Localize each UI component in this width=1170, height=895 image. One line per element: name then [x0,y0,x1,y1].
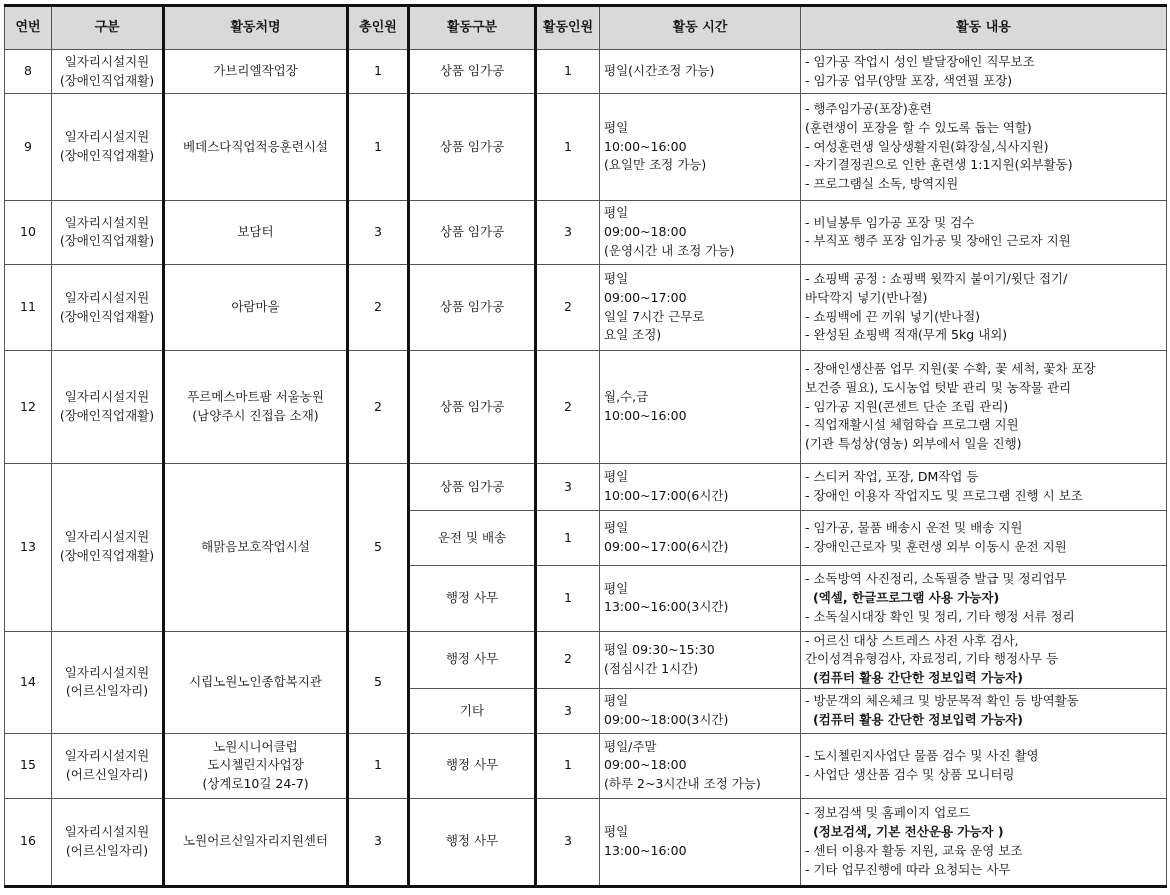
content-line: - 기타 업무진행에 따라 요청되는 사무 [805,861,1011,877]
activity-type: 운전 및 배송 [409,511,536,566]
row-number: 12 [5,351,52,464]
activity-time-line: 평일 [604,271,629,287]
content-line: - 사업단 생산품 검수 및 상품 모니터링 [805,766,1015,782]
content-line: - 소독실시대장 확인 및 정리, 기타 행정 서류 정리 [805,608,1075,624]
content-line: - 자기결정권으로 인한 훈련생 1:1지원(외부활동) [805,157,1073,173]
activity-count: 3 [536,463,600,510]
place-cell-line: 시립노원노인종합복지관 [189,674,322,689]
activity-time-line: 09:00~17:00 [604,289,687,305]
activity-content [801,566,1167,631]
place-cell [164,200,348,264]
total-count: 5 [348,463,409,631]
total-count: 2 [348,351,409,464]
header-total: 총인원 [348,6,409,50]
table-row [5,734,1167,798]
activity-time-line: (하루 2~3시간내 조정 가능) [604,776,761,792]
activity-time [600,463,801,510]
category-cell [52,50,164,94]
place-cell [164,631,348,734]
activity-type: 기타 [409,689,536,734]
activity-time [600,734,801,798]
row-number: 11 [5,264,52,350]
category-cell [52,463,164,631]
activity-type: 행정 사무 [409,734,536,798]
header-row [5,6,1167,50]
content-line: 간이성격유형검사, 자료정리, 기타 행정사무 등 [805,651,1059,667]
total-count: 1 [348,50,409,94]
activity-time-line: 09:00~18:00 [604,223,687,239]
activity-time-line: 평일 [604,520,629,536]
activity-time-line: 평일 [604,205,629,221]
activity-time-line: 09:00~18:00 [604,757,687,773]
activity-time-line: 평일 [604,824,629,839]
place-cell-line: 베데스다직업적응훈련시설 [183,138,328,154]
activity-content [801,631,1167,689]
activity-count: 1 [536,50,600,94]
activity-time-line: (요일만 조정 가능) [604,157,707,173]
total-count: 1 [348,94,409,200]
activity-type: 상품 임가공 [409,351,536,464]
activity-type: 행정 사무 [409,566,536,631]
activity-time-line: (점심시간 1시간) [604,660,699,676]
activity-content [801,798,1167,887]
activity-type: 행정 사무 [409,631,536,689]
activity-type: 상품 임가공 [409,264,536,350]
content-line: - 프로그램실 소독, 방역지원 [805,176,959,192]
category-cell-line: (장애인직업재활) [59,408,155,424]
activity-type: 상품 임가공 [409,94,536,200]
total-count: 2 [348,264,409,350]
activity-time-line: 월,수,금 [604,389,649,405]
activity-type: 상품 임가공 [409,200,536,264]
content-line: - 비닐봉투 임가공 포장 및 검수 [805,214,975,230]
activity-time-line: 10:00~16:00 [604,138,687,154]
header-category: 구분 [52,6,164,50]
category-cell [52,351,164,464]
activity-time-line: 요일 조정) [604,327,662,343]
content-line: - 임가공 업무(양말 포장, 색연필 포장) [805,72,1013,88]
category-cell-line: 일자리시설지원 [64,389,150,405]
category-cell-line: (장애인직업재활) [59,233,155,249]
place-cell-line: 푸르메스마트팜 서울농원 [187,389,324,405]
content-line: - 장애인 이용자 작업지도 및 프로그램 진행 시 보조 [805,487,1083,503]
category-cell-line: 일자리시설지원 [64,53,150,69]
content-note-bold: (컴퓨터 활용 간단한 정보입력 가능자) [813,712,1023,728]
category-cell-line: 일자리시설지원 [64,214,150,230]
row-number: 9 [5,94,52,200]
activity-time [600,351,801,464]
activity-count: 1 [536,94,600,200]
activity-content [801,200,1167,264]
activity-time-line: 평일 [604,580,629,596]
category-cell-line: 일자리시설지원 [64,129,150,145]
activity-time [600,50,801,94]
content-line: - 여성훈련생 일상생활지원(화장실,식사지원) [805,138,1049,154]
content-line: - 쇼핑백에 끈 끼워 넣기(반나절) [805,308,981,324]
place-cell [164,94,348,200]
activity-time [600,566,801,631]
activity-content [801,463,1167,510]
content-line: - 부직포 행주 포장 임가공 및 장애인 근로자 지원 [805,233,1071,249]
content-line: (기관 특성상(영농) 외부에서 일을 진행) [805,436,1022,452]
activity-content [801,50,1167,94]
place-cell-line: 노원어르신일자리지원센터 [183,833,328,849]
activity-time-line: 평일/주말 [604,738,657,754]
category-cell-line: 일자리시설지원 [64,824,150,839]
content-line: 보건증 필요), 도시농업 텃밭 관리 및 농작물 관리 [805,379,1072,395]
content-line: - 어르신 대상 스트레스 사전 사후 검사, [805,632,1019,648]
activity-content [801,511,1167,566]
content-note-bold: (정보검색, 기본 전산운용 가능자 ) [813,824,1004,839]
place-cell [164,351,348,464]
table-row [5,798,1167,887]
activity-time [600,94,801,200]
category-cell-line: (어르신일자리) [65,766,149,782]
row-number: 16 [5,798,52,887]
place-cell [164,463,348,631]
category-cell-line: 일자리시설지원 [64,529,150,545]
place-cell [164,734,348,798]
content-line: - 소독방역 사진정리, 소독필증 발급 및 정리업무 [805,571,1067,587]
activity-count: 2 [536,631,600,689]
content-line: - 정보검색 및 홈페이지 업로드 [805,805,971,821]
content-line: - 직업재활시설 체험학습 프로그램 지원 [805,417,1019,433]
content-line: - 방문객의 체온체크 및 방문목적 확인 등 방역활동 [805,693,1079,709]
activity-time [600,264,801,350]
row-number: 10 [5,200,52,264]
activity-time-line: 평일 09:30~15:30 [604,642,715,658]
place-cell [164,798,348,887]
activity-type: 상품 임가공 [409,50,536,94]
content-line: - 임가공, 물품 배송시 운전 및 배송 지원 [805,520,1023,536]
activity-time [600,200,801,264]
category-cell-line: 일자리시설지원 [64,664,150,680]
category-cell [52,200,164,264]
header-place: 활동처명 [164,6,348,50]
category-cell-line: 일자리시설지원 [64,289,150,305]
activity-time-line: 09:00~17:00(6시간) [604,539,729,555]
activity-time-line: 13:00~16:00 [604,842,687,858]
row-number: 13 [5,463,52,631]
header-content: 활동 내용 [801,6,1167,50]
header-no: 연번 [5,6,52,50]
activity-content [801,94,1167,200]
total-count: 3 [348,200,409,264]
table-row [5,50,1167,94]
header-type: 활동구분 [409,6,536,50]
place-cell-line: 도시첼린지사업장 [207,757,304,773]
activity-count: 3 [536,798,600,887]
activity-time [600,798,801,887]
activity-time-line: 10:00~16:00 [604,408,687,424]
activity-time-line: 평일 [604,119,629,135]
place-cell-line: 가브리엘작업장 [213,63,298,79]
content-note-bold: (엑셀, 한글프로그램 사용 가능자) [813,590,1000,606]
activity-time [600,511,801,566]
header-time: 활동 시간 [600,6,801,50]
content-line: 바닥깍지 넣기(반나절) [805,289,928,305]
activity-type: 행정 사무 [409,798,536,887]
category-cell [52,264,164,350]
activity-time-line: 평일 [604,693,629,709]
volunteer-activity-table [4,4,1167,888]
activity-count: 1 [536,511,600,566]
table-row [5,200,1167,264]
place-cell-line: 노원시니어클럽 [213,738,298,754]
category-cell-line: (어르신일자리) [65,842,149,858]
place-cell-line: (상계로10길 24-7) [202,776,309,792]
activity-count: 1 [536,734,600,798]
place-cell-line: 아람마을 [231,299,280,315]
category-cell-line: (장애인직업재활) [59,147,155,163]
row-number: 14 [5,631,52,734]
content-line: - 스티커 작업, 포장, DM작업 등 [805,469,979,485]
activity-content [801,734,1167,798]
activity-time [600,631,801,689]
activity-time-line: 09:00~18:00(3시간) [604,712,729,728]
activity-count: 2 [536,351,600,464]
table-row [5,351,1167,464]
activity-count: 2 [536,264,600,350]
total-count: 3 [348,798,409,887]
activity-time-line: 평일 [604,469,629,485]
content-line: - 임가공 지원(콘센트 단순 조립 관리) [805,398,1009,414]
place-cell-line: (남양주시 진접읍 소재) [192,408,319,424]
content-line: - 장애인근로자 및 훈련생 외부 이동시 운전 지원 [805,539,1067,555]
category-cell [52,734,164,798]
activity-time-line: 평일(시간조정 가능) [604,63,715,79]
category-cell-line: (장애인직업재활) [59,308,155,324]
activity-type: 상품 임가공 [409,463,536,510]
activity-time-line: 10:00~17:00(6시간) [604,487,729,503]
activity-time [600,689,801,734]
table-row [5,94,1167,200]
activity-count: 3 [536,200,600,264]
activity-content [801,351,1167,464]
table-row [5,264,1167,350]
content-line: - 장애인생산품 업무 지원(꽃 수확, 꽃 세척, 꽃차 포장 [805,361,1096,377]
activity-time-line: 13:00~16:00(3시간) [604,599,729,615]
category-cell [52,94,164,200]
place-cell-line: 해맑음보호작업시설 [201,538,310,554]
row-number: 8 [5,50,52,94]
content-line: - 쇼핑백 공정 : 쇼핑백 윗깍지 붙이기/윗단 접기/ [805,271,1068,287]
content-line: - 도시첼린지사업단 물품 검수 및 사진 촬영 [805,748,1039,764]
activity-time-line: 일일 7시간 근무로 [604,308,705,324]
activity-count: 1 [536,566,600,631]
content-line: - 행주임가공(포장)훈련 [805,101,932,117]
content-line: - 완성된 쇼핑백 적재(무게 5kg 내외) [805,327,1008,343]
table-row [5,463,1167,510]
category-cell [52,798,164,887]
total-count: 1 [348,734,409,798]
content-line: - 임가공 작업시 성인 발달장애인 직무보조 [805,53,1035,69]
category-cell [52,631,164,734]
row-number: 15 [5,734,52,798]
category-cell-line: (장애인직업재활) [59,548,155,564]
activity-count: 3 [536,689,600,734]
table-row [5,631,1167,689]
place-cell [164,264,348,350]
activity-content [801,264,1167,350]
table-body [5,50,1167,887]
header-count: 활동인원 [536,6,600,50]
activity-time-line: (운영시간 내 조정 가능) [604,242,735,258]
category-cell-line: 일자리시설지원 [64,748,150,764]
content-line: - 센터 이용자 활동 지원, 교육 운영 보조 [805,842,1023,858]
content-line: (훈련생이 포장을 할 수 있도록 돕는 역할) [805,119,1032,135]
content-note-bold: (컴퓨터 활용 간단한 정보입력 가능자) [813,670,1023,686]
place-cell-line: 보담터 [237,223,274,239]
activity-content [801,689,1167,734]
total-count: 5 [348,631,409,734]
category-cell-line: (어르신일자리) [65,683,149,699]
place-cell [164,50,348,94]
category-cell-line: (장애인직업재활) [59,72,155,88]
